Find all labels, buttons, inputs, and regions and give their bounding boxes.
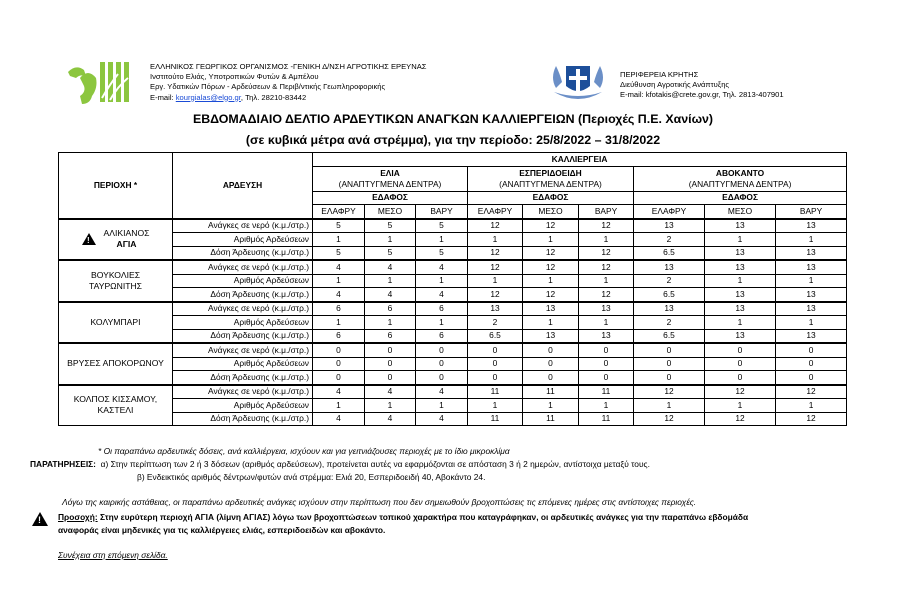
value-cell: 1 <box>579 316 634 330</box>
organization-right <box>620 70 784 100</box>
value-cell: 13 <box>634 219 705 233</box>
value-cell: 13 <box>468 302 523 316</box>
parameter-label: Αριθμός Αρδεύσεων <box>173 233 313 247</box>
soil-type-header: ΜΕΣΟ <box>705 205 776 219</box>
value-cell: 1 <box>313 316 365 330</box>
parameter-label: Αριθμός Αρδεύσεων <box>173 316 313 330</box>
value-cell: 1 <box>705 316 776 330</box>
soil-type-header: ΕΛΑΦΡΥ <box>313 205 365 219</box>
soil-type-header: ΒΑΡΥ <box>416 205 468 219</box>
parameter-label: Αριθμός Αρδεύσεων <box>173 399 313 413</box>
parameter-label: Δόση Άρδευσης (κ.μ./στρ.) <box>173 288 313 302</box>
value-cell: 0 <box>313 371 365 385</box>
parameter-label: Ανάγκες σε νερό (κ.μ./στρ.) <box>173 343 313 357</box>
email-link[interactable]: kourgialas@elgo.gr <box>175 92 241 102</box>
value-cell: 2 <box>634 233 705 247</box>
organization-left <box>150 62 426 103</box>
value-cell: 12 <box>579 260 634 274</box>
value-cell: 1 <box>416 233 468 247</box>
value-cell: 1 <box>523 399 579 413</box>
value-cell: 12 <box>634 385 705 399</box>
value-cell: 2 <box>634 316 705 330</box>
value-cell: 4 <box>416 260 468 274</box>
value-cell: 1 <box>634 399 705 413</box>
crops-header: ΚΑΛΛΙΕΡΓΕΙΑ <box>313 153 847 167</box>
value-cell: 12 <box>634 412 705 426</box>
value-cell: 1 <box>523 233 579 247</box>
parameter-label: Δόση Άρδευσης (κ.μ./στρ.) <box>173 371 313 385</box>
value-cell: 4 <box>313 288 365 302</box>
parameter-label: Ανάγκες σε νερό (κ.μ./στρ.) <box>173 302 313 316</box>
email-prefix: E-mail: <box>150 92 176 102</box>
value-cell: 4 <box>416 385 468 399</box>
value-cell: 13 <box>705 302 776 316</box>
value-cell: 13 <box>579 329 634 343</box>
value-cell: 1 <box>365 274 416 288</box>
value-cell: 1 <box>523 274 579 288</box>
value-cell: 1 <box>365 316 416 330</box>
value-cell: 13 <box>523 329 579 343</box>
value-cell: 0 <box>416 371 468 385</box>
value-cell: 12 <box>705 385 776 399</box>
value-cell: 5 <box>365 219 416 233</box>
value-cell: 1 <box>365 399 416 413</box>
value-cell: 11 <box>468 385 523 399</box>
value-cell: 12 <box>523 260 579 274</box>
crop-header-avocado: ΑΒΟΚΑΝΤΟ (ΑΝΑΠΤΥΓΜΕΝΑ ΔΕΝΤΡΑ) <box>634 166 847 191</box>
value-cell: 0 <box>705 343 776 357</box>
soil-type-header: ΕΛΑΦΡΥ <box>634 205 705 219</box>
value-cell: 12 <box>468 219 523 233</box>
value-cell: 11 <box>523 412 579 426</box>
region-name: !ΑΛΙΚΙΑΝΟΣ ΑΓΙΑ <box>59 219 173 261</box>
remarks-label: ΠΑΡΑΤΗΡΗΣΕΙΣ: <box>30 459 96 469</box>
value-cell: 13 <box>579 302 634 316</box>
value-cell: 2 <box>634 274 705 288</box>
value-cell: 1 <box>468 274 523 288</box>
remark-b: β) Ενδεικτικός αριθμός δέντρων/φυτών ανά στρέμμα: Ελιά 20, Εσπεριδοειδή 40, Αβοκάντο 24. <box>137 472 486 482</box>
value-cell: 13 <box>776 302 847 316</box>
value-cell: 4 <box>313 412 365 426</box>
region-name: ΚΟΛΥΜΠΑΡΙ <box>59 302 173 344</box>
value-cell: 2 <box>468 316 523 330</box>
value-cell: 6.5 <box>468 329 523 343</box>
value-cell: 0 <box>365 357 416 371</box>
value-cell: 12 <box>776 412 847 426</box>
value-cell: 0 <box>634 371 705 385</box>
value-cell: 6 <box>313 302 365 316</box>
value-cell: 12 <box>579 219 634 233</box>
value-cell: 1 <box>776 233 847 247</box>
value-cell: 6.5 <box>634 288 705 302</box>
value-cell: 5 <box>313 246 365 260</box>
value-cell: 0 <box>579 357 634 371</box>
value-cell: 6 <box>365 329 416 343</box>
value-cell: 0 <box>776 357 847 371</box>
value-cell: 4 <box>416 288 468 302</box>
value-cell: 13 <box>523 302 579 316</box>
value-cell: 5 <box>416 219 468 233</box>
region-column-header: ΠΕΡΙΟΧΗ * <box>59 153 173 219</box>
soil-type-header: ΒΑΡΥ <box>776 205 847 219</box>
value-cell: 13 <box>776 288 847 302</box>
footnote: * Οι παραπάνω αρδευτικές δόσεις, ανά καλλιέργεια, ισχύουν και για γειτνιάζουσες περιοχές με το ίδιο μικροκλίμα <box>98 446 510 456</box>
value-cell: 0 <box>416 343 468 357</box>
parameter-label: Δόση Άρδευσης (κ.μ./στρ.) <box>173 329 313 343</box>
warning-icon <box>32 512 48 526</box>
value-cell: 13 <box>634 260 705 274</box>
value-cell: 4 <box>416 412 468 426</box>
parameter-label: Ανάγκες σε νερό (κ.μ./στρ.) <box>173 385 313 399</box>
soil-label: ΕΔΑΦΟΣ <box>468 191 634 205</box>
value-cell: 0 <box>776 343 847 357</box>
value-cell: 1 <box>776 316 847 330</box>
value-cell: 1 <box>468 399 523 413</box>
value-cell: 0 <box>313 357 365 371</box>
attention-line1: Προσοχή: Στην ευρύτερη περιοχή ΑΓΙΑ (λίμνη ΑΓΙΑΣ) λόγω των βροχοπτώσεων τοπικού χαρακτήρα που καταγράφηκαν, οι αρδευτικές ανάγκες για την παραπάνω εβδομάδα <box>58 512 749 522</box>
value-cell: 6 <box>365 302 416 316</box>
value-cell: 12 <box>468 246 523 260</box>
value-cell: 13 <box>776 219 847 233</box>
value-cell: 6 <box>416 302 468 316</box>
org-left-line: Εργ. Υδατικών Πόρων - Αρδεύσεων & Περιβ/ντικής Γεωπληροφορικής <box>150 82 386 92</box>
org-right-line: ΠΕΡΙΦΕΡΕΙΑ ΚΡΗΤΗΣ <box>620 70 699 79</box>
value-cell: 0 <box>579 343 634 357</box>
remark-a-line <box>30 459 650 470</box>
irrigation-table <box>58 152 847 426</box>
value-cell: 12 <box>579 288 634 302</box>
weather-note: Λόγω της καιρικής αστάθειας, οι παραπάνω αρδευτικές ανάγκες ισχύουν στην περίπτωση που δεν σημειωθούν βροχοπτώσεις τις επόμενες ημέρες στις αντίστοιχες περιοχές. <box>62 497 697 507</box>
soil-type-header: ΕΛΑΦΡΥ <box>468 205 523 219</box>
value-cell: 1 <box>579 274 634 288</box>
value-cell: 1 <box>313 233 365 247</box>
value-cell: 11 <box>468 412 523 426</box>
crop-header-olive: ΕΛΙΑ (ΑΝΑΠΤΥΓΜΕΝΑ ΔΕΝΤΡΑ) <box>313 166 468 191</box>
value-cell: 12 <box>468 260 523 274</box>
value-cell: 13 <box>776 246 847 260</box>
value-cell: 0 <box>523 357 579 371</box>
value-cell: 13 <box>705 329 776 343</box>
value-cell: 4 <box>365 385 416 399</box>
value-cell: 1 <box>579 233 634 247</box>
value-cell: 1 <box>416 274 468 288</box>
elgo-logo <box>66 58 136 106</box>
soil-type-header: ΜΕΣΟ <box>365 205 416 219</box>
value-cell: 0 <box>776 371 847 385</box>
value-cell: 1 <box>776 274 847 288</box>
value-cell: 0 <box>579 371 634 385</box>
parameter-label: Αριθμός Αρδεύσεων <box>173 357 313 371</box>
value-cell: 13 <box>705 219 776 233</box>
value-cell: 0 <box>468 357 523 371</box>
value-cell: 6 <box>416 329 468 343</box>
region-name: ΒΟΥΚΟΛΙΕΣ ΤΑΥΡΩΝΙΤΗΣ <box>59 260 173 302</box>
irrigation-column-header: ΑΡΔΕΥΣΗ <box>173 153 313 219</box>
value-cell: 0 <box>468 343 523 357</box>
value-cell: 12 <box>776 385 847 399</box>
page-title: ΕΒΔΟΜΑΔΙΑΙΟ ΔΕΛΤΙΟ ΑΡΔΕΥΤΙΚΩΝ ΑΝΑΓΚΩΝ ΚΑΛΛΙΕΡΓΕΙΩΝ (Περιοχές Π.Ε. Χανίων) <box>192 112 714 126</box>
parameter-label: Ανάγκες σε νερό (κ.μ./στρ.) <box>173 219 313 233</box>
value-cell: 12 <box>468 288 523 302</box>
value-cell: 5 <box>313 219 365 233</box>
org-right-line: Διεύθυνση Αγροτικής Ανάπτυξης <box>620 80 730 89</box>
value-cell: 0 <box>365 343 416 357</box>
value-cell: 12 <box>705 412 776 426</box>
value-cell: 1 <box>705 399 776 413</box>
value-cell: 1 <box>705 233 776 247</box>
parameter-label: Ανάγκες σε νερό (κ.μ./στρ.) <box>173 260 313 274</box>
value-cell: 13 <box>705 260 776 274</box>
parameter-label: Αριθμός Αρδεύσεων <box>173 274 313 288</box>
value-cell: 0 <box>523 343 579 357</box>
parameter-label: Δόση Άρδευσης (κ.μ./στρ.) <box>173 246 313 260</box>
warning-icon <box>82 233 96 245</box>
remark-a: α) Στην περίπτωση των 2 ή 3 δόσεων (αριθμός αρδεύσεων), προτείνεται αυτές να εφαρμόζονται σε απόσταση 3 ή 2 ημερών, αντίστοιχα μεταξύ τους. <box>100 459 650 469</box>
crop-header-citrus: ΕΣΠΕΡΙΔΟΕΙΔΗ (ΑΝΑΠΤΥΓΜΕΝΑ ΔΕΝΤΡΑ) <box>468 166 634 191</box>
parameter-label: Δόση Άρδευσης (κ.μ./στρ.) <box>173 412 313 426</box>
value-cell: 13 <box>634 302 705 316</box>
value-cell: 12 <box>579 246 634 260</box>
region-name: ΚΟΛΠΟΣ ΚΙΣΣΑΜΟΥ, ΚΑΣΤΕΛΙ <box>59 385 173 426</box>
value-cell: 13 <box>705 288 776 302</box>
value-cell: 1 <box>416 316 468 330</box>
value-cell: 1 <box>365 233 416 247</box>
value-cell: 11 <box>579 412 634 426</box>
value-cell: 0 <box>416 357 468 371</box>
value-cell: 0 <box>365 371 416 385</box>
value-cell: 0 <box>313 343 365 357</box>
value-cell: 1 <box>705 274 776 288</box>
value-cell: 0 <box>523 371 579 385</box>
value-cell: 1 <box>776 399 847 413</box>
page-subtitle: (σε κυβικά μέτρα ανά στρέμμα), για την περίοδο: 25/8/2022 – 31/8/2022 <box>245 133 661 147</box>
greek-emblem <box>546 58 610 104</box>
value-cell: 4 <box>365 288 416 302</box>
value-cell: 12 <box>523 288 579 302</box>
soil-label: ΕΔΑΦΟΣ <box>634 191 847 205</box>
value-cell: 12 <box>523 219 579 233</box>
value-cell: 0 <box>705 357 776 371</box>
value-cell: 6 <box>313 329 365 343</box>
org-left-line: ΕΛΛΗΝΙΚΟΣ ΓΕΩΡΓΙΚΟΣ ΟΡΓΑΝΙΣΜΟΣ -ΓΕΝΙΚΗ Δ/ΝΣΗ ΑΓΡΟΤΙΚΗΣ ΕΡΕΥΝΑΣ <box>150 62 427 71</box>
value-cell: 0 <box>634 343 705 357</box>
value-cell: 6.5 <box>634 246 705 260</box>
value-cell: 1 <box>416 399 468 413</box>
value-cell: 5 <box>365 246 416 260</box>
value-cell: 11 <box>579 385 634 399</box>
value-cell: 4 <box>365 412 416 426</box>
value-cell: 4 <box>313 385 365 399</box>
soil-type-header: ΒΑΡΥ <box>579 205 634 219</box>
value-cell: 4 <box>365 260 416 274</box>
value-cell: 0 <box>634 357 705 371</box>
phone-text: , Τηλ. 28210-83442 <box>240 92 307 102</box>
soil-label: ΕΔΑΦΟΣ <box>313 191 468 205</box>
attention-line2: αναφοράς είναι μηδενικές για τις καλλιέργειες ελιάς, εσπεριδοειδών και αβοκάντο. <box>58 525 386 535</box>
value-cell: 5 <box>416 246 468 260</box>
value-cell: 0 <box>705 371 776 385</box>
org-right-line: E-mail: kfotakis@crete.gov.gr, Τηλ. 2813-407901 <box>620 90 784 99</box>
soil-type-header: ΜΕΣΟ <box>523 205 579 219</box>
value-cell: 0 <box>468 371 523 385</box>
region-name: ΒΡΥΣΕΣ ΑΠΟΚΟΡΩΝΟΥ <box>59 343 173 385</box>
value-cell: 1 <box>523 316 579 330</box>
continued-note: Συνέχεια στη επόμενη σελίδα. <box>58 550 168 560</box>
value-cell: 13 <box>776 260 847 274</box>
value-cell: 12 <box>523 246 579 260</box>
value-cell: 1 <box>313 399 365 413</box>
value-cell: 11 <box>523 385 579 399</box>
org-left-line: Ινστιτούτο Ελιάς, Υποτροπικών Φυτών & Αμπέλου <box>150 72 319 82</box>
value-cell: 1 <box>468 233 523 247</box>
value-cell: 1 <box>579 399 634 413</box>
value-cell: 4 <box>313 260 365 274</box>
value-cell: 13 <box>776 329 847 343</box>
value-cell: 6.5 <box>634 329 705 343</box>
value-cell: 13 <box>705 246 776 260</box>
attention-label: Προσοχή: <box>58 512 98 522</box>
value-cell: 1 <box>313 274 365 288</box>
